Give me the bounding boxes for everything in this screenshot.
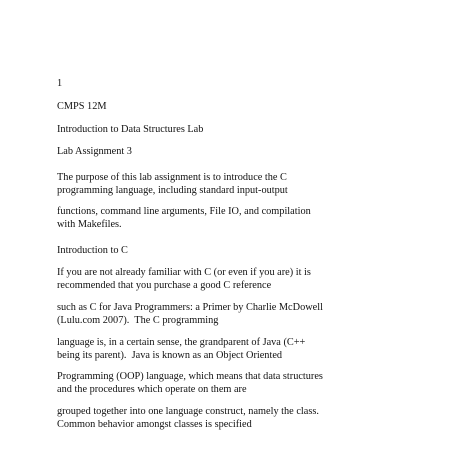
section-heading: Introduction to C [57, 245, 128, 256]
paragraph-1-line-1: If you are not already familiar with C (or even if you are) it is [57, 267, 311, 278]
paragraph-4-line-2: and the procedures which operate on them are [57, 384, 247, 395]
paragraph-2-line-2: (Lulu.com 2007). The C programming [57, 315, 219, 326]
paragraph-3-line-1: language is, in a certain sense, the grandparent of Java (C++ [57, 337, 306, 348]
paragraph-3-line-2: being its parent). Java is known as an Object Oriented [57, 350, 283, 361]
paragraph-1-line-2: recommended that you purchase a good C reference [57, 280, 272, 291]
course-code: CMPS 12M [57, 101, 107, 112]
course-title: Introduction to Data Structures Lab [57, 124, 204, 135]
paragraph-5-line-2: Common behavior amongst classes is specified [57, 419, 252, 430]
intro-paragraph-1-line-2: programming language, including standard input-output [57, 185, 288, 196]
paragraph-2-line-1: such as C for Java Programmers: a Primer by Charlie McDowell [57, 302, 323, 313]
intro-paragraph-2-line-2: with Makefiles. [57, 219, 122, 230]
intro-paragraph-1-line-1: The purpose of this lab assignment is to introduce the C [57, 172, 287, 183]
assignment-title: Lab Assignment 3 [57, 146, 132, 157]
intro-paragraph-2-line-1: functions, command line arguments, File IO, and compilation [57, 206, 311, 217]
paragraph-4-line-1: Programming (OOP) language, which means that data structures [57, 371, 323, 382]
paragraph-5-line-1: grouped together into one language construct, namely the class. [57, 406, 319, 417]
page-number: 1 [57, 78, 63, 89]
